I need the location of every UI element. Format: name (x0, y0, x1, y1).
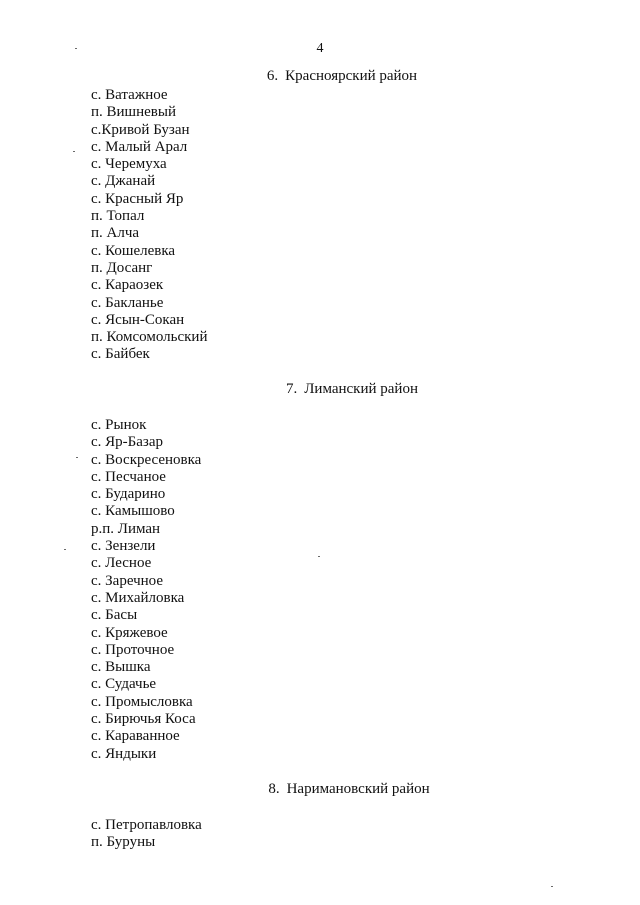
list-item: с. Джанай (91, 173, 156, 190)
list-item: с. Судачье (91, 676, 157, 693)
list-item: с. Кряжевое (91, 624, 168, 641)
settlement-list (91, 417, 201, 763)
section-heading (0, 68, 640, 85)
list-item: с. Черемуха (91, 156, 167, 173)
list-item: с. Басы (91, 607, 138, 624)
list-item: с. Вышка (91, 659, 151, 676)
list-item: с. Малый Арал (91, 138, 188, 155)
list-item: п. Алча (91, 225, 140, 242)
settlement-list (91, 817, 202, 852)
list-item: с. Кошелевка (91, 242, 176, 259)
list-item: с.Кривой Бузан (91, 121, 190, 138)
section-heading (0, 781, 640, 798)
list-item: с. Бирючья Коса (91, 711, 196, 728)
list-item: п. Досанг (91, 259, 153, 276)
list-item: с. Воскресеновка (91, 451, 202, 468)
list-item: с. Рынок (91, 417, 147, 433)
scan-speck (73, 151, 75, 152)
list-item: с. Ватажное (91, 87, 168, 103)
section-heading (0, 381, 640, 398)
list-item: с. Проточное (91, 641, 175, 658)
list-item: с. Промысловка (91, 693, 193, 710)
list-item: п. Буруны (91, 834, 156, 851)
section-number: 6. (266, 68, 279, 84)
list-item: р.п. Лиман (91, 520, 161, 537)
list-item: с. Байбек (91, 346, 150, 363)
section-title: Лиманский район (304, 381, 418, 397)
list-item: с. Михайловка (91, 589, 185, 606)
section-title: Красноярский район (285, 68, 418, 84)
section-title: Наримановский район (286, 781, 430, 797)
scan-speck (64, 549, 66, 550)
list-item: п. Комсомольский (91, 329, 208, 346)
list-item: с. Ясын-Сокан (91, 311, 185, 328)
list-item: п. Топал (91, 208, 145, 225)
scan-speck (551, 886, 553, 887)
list-item: с. Камышово (91, 503, 175, 520)
list-item: с. Петропавловка (91, 817, 202, 833)
page-number: 4 (316, 41, 324, 56)
section-number: 7. (286, 381, 298, 397)
list-item: п. Вишневый (91, 104, 176, 121)
settlement-list (91, 87, 207, 364)
list-item: с. Яр-Базар (91, 434, 164, 451)
section-number: 8. (268, 781, 280, 797)
list-item: с. Караозек (91, 277, 164, 294)
list-item: с. Зензели (91, 538, 156, 555)
list-item: с. Яндыки (91, 745, 157, 762)
scan-speck (318, 556, 320, 557)
list-item: с. Бударино (91, 486, 166, 503)
list-item: с. Заречное (91, 572, 164, 589)
list-item: с. Лесное (91, 555, 152, 572)
list-item: с. Караванное (91, 728, 180, 745)
scan-speck (75, 48, 77, 49)
list-item: с. Песчаное (91, 468, 166, 485)
list-item: с. Бакланье (91, 294, 164, 311)
list-item: с. Красный Яр (91, 190, 184, 207)
scan-speck (76, 457, 78, 458)
